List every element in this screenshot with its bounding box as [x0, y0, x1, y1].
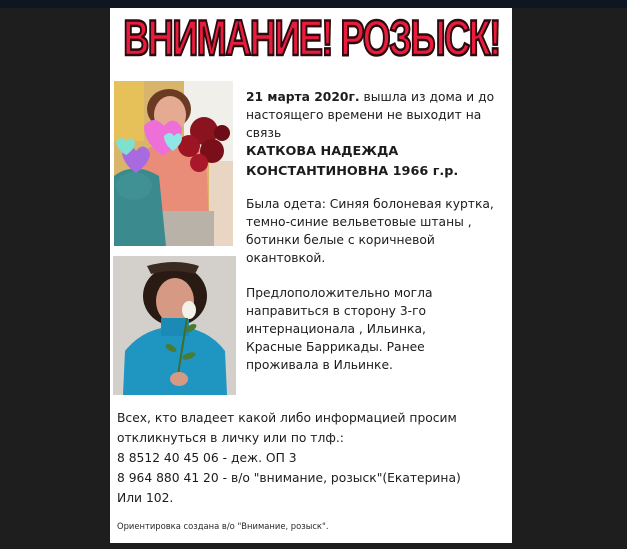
- missing-person-poster: [110, 8, 512, 543]
- top-bar: [0, 0, 627, 8]
- whereabouts-line-1: Предлоположительно могла: [246, 286, 433, 300]
- intro-line-3: связь: [246, 126, 282, 140]
- contact-line-5: Или 102.: [117, 491, 174, 505]
- whereabouts-line-5: проживала в Ильинке.: [246, 358, 393, 372]
- person-name-line-2: КОНСТАНТИНОВНА 1966 г.р.: [246, 164, 459, 179]
- contact-line-2: откликнуться в личку или по тлф.:: [117, 431, 344, 445]
- intro-line-2: настоящего времени не выходит на: [246, 108, 482, 122]
- photo-with-white-rose: [113, 256, 236, 395]
- clothing-line-1: Была одета: Синяя болоневая куртка,: [246, 197, 494, 211]
- disappearance-info: [246, 88, 508, 182]
- whereabouts-line-4: Красные Баррикады. Ранее: [246, 340, 425, 354]
- photo-with-roses-illustration: [114, 81, 233, 246]
- contact-line-1: Всех, кто владеет какой либо информацией просим: [117, 411, 457, 425]
- photo-with-roses: [114, 81, 233, 246]
- disappearance-date: 21 марта 2020г.: [246, 90, 360, 104]
- contact-phone-2: 8 964 880 41 20 - в/о "внимание, розыск"(Екатерина): [117, 471, 461, 485]
- possible-whereabouts: [246, 284, 508, 374]
- whereabouts-line-3: интернационала , Ильинка,: [246, 322, 426, 336]
- banner: [110, 8, 512, 68]
- banner-title: ВНИМАНИЕ! РОЗЫСК!: [122, 10, 500, 66]
- whereabouts-line-2: направиться в сторону 3-го: [246, 304, 427, 318]
- intro-line-1: [246, 88, 508, 106]
- clothing-line-4: окантовкой.: [246, 251, 326, 265]
- clothing-line-3: ботинки белые с коричневой: [246, 233, 435, 247]
- clothing-description: [246, 195, 508, 267]
- footer-note: Ориентировка создана в/о "Внимание, розыск".: [117, 521, 329, 531]
- intro-line-1-rest: вышла из дома и до: [359, 90, 495, 104]
- person-name-line-1: КАТКОВА НАДЕЖДА: [246, 144, 399, 159]
- contact-phone-1: 8 8512 40 45 06 - деж. ОП 3: [117, 451, 297, 465]
- clothing-line-2: темно-синие вельветовые штаны ,: [246, 215, 472, 229]
- contact-info: [117, 408, 509, 508]
- photo-with-white-rose-illustration: [113, 256, 236, 395]
